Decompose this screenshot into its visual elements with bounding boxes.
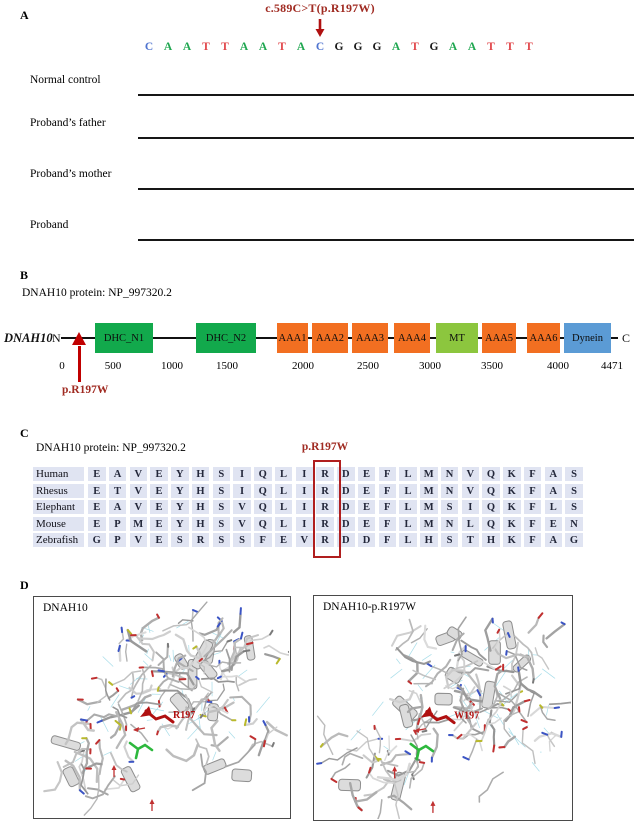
chromatogram-row <box>118 56 637 96</box>
domain-dynein: Dynein <box>564 323 611 353</box>
alignment-cell: H <box>192 500 210 514</box>
variant-marker-line <box>78 346 81 382</box>
scale-tick-2500: 2500 <box>357 360 379 372</box>
scale-tick-0: 0 <box>59 360 65 372</box>
alignment-cell: G <box>88 533 106 547</box>
alignment-cell: N <box>441 517 459 531</box>
panel-c-variant-label: p.R197W <box>301 441 349 453</box>
alignment-cell: A <box>545 467 563 481</box>
variant-marker-triangle <box>72 332 86 345</box>
species-name-elephant: Elephant <box>33 500 84 514</box>
sequence-letter: G <box>353 41 363 53</box>
alignment-cell: I <box>233 467 251 481</box>
species-name-mouse: Mouse <box>33 517 84 531</box>
alignment-cell: I <box>296 484 314 498</box>
alignment-cell: D <box>337 533 355 547</box>
alignment-cell: N <box>441 484 459 498</box>
structure-title-mutant: DNAH10-p.R197W <box>323 601 416 613</box>
alignment-cell: E <box>275 533 293 547</box>
sequence-letter: A <box>163 41 173 53</box>
annotation-arrow <box>316 19 325 37</box>
alignment-cell: F <box>524 500 542 514</box>
alignment-cell: V <box>296 533 314 547</box>
sequence-letter: A <box>391 41 401 53</box>
alignment-cell: S <box>213 500 231 514</box>
sequence-letter: G <box>334 41 344 53</box>
panel-d-label: D <box>20 578 29 592</box>
alignment-cell: F <box>524 484 542 498</box>
panel-a-label: A <box>20 8 29 22</box>
alignment-cell: H <box>482 533 500 547</box>
alignment-cell: S <box>213 533 231 547</box>
sequence-letter: T <box>411 41 419 53</box>
alignment-cell: I <box>462 500 480 514</box>
sequence-letter: A <box>239 41 249 53</box>
n-terminus-label: N <box>52 331 61 345</box>
green-residue <box>130 743 152 758</box>
alignment-cell: D <box>337 517 355 531</box>
species-name-zebrafish: Zebrafish <box>33 533 84 547</box>
alignment-cell: P <box>109 533 127 547</box>
chromatogram-row <box>118 95 637 139</box>
sequence-letter: C <box>144 41 154 53</box>
sequence-letter: G <box>372 41 382 53</box>
alignment-cell: L <box>399 484 417 498</box>
alignment-cell: D <box>358 533 376 547</box>
domain-aaa3: AAA3 <box>352 323 388 353</box>
alignment-cell: S <box>213 467 231 481</box>
alignment-cell: P <box>109 517 127 531</box>
domain-aaa5: AAA5 <box>482 323 516 353</box>
row-label-proband: Proband <box>30 219 69 231</box>
sequence-letter: A <box>296 41 306 53</box>
alignment-cell: E <box>88 484 106 498</box>
alignment-cell: Q <box>482 500 500 514</box>
alignment-cell: Q <box>254 500 272 514</box>
alignment-cell: N <box>441 467 459 481</box>
domain-aaa6: AAA6 <box>527 323 560 353</box>
alignment-cell: F <box>379 500 397 514</box>
alignment-cell: F <box>524 517 542 531</box>
species-name-rhesus: Rhesus <box>33 484 84 498</box>
alignment-cell: S <box>441 533 459 547</box>
alignment-cell: R <box>316 484 334 498</box>
alignment-cell: S <box>171 533 189 547</box>
alignment-cell: E <box>88 467 106 481</box>
alignment-cell: Q <box>254 517 272 531</box>
chromatogram-row <box>118 146 637 190</box>
scale-tick-1500: 1500 <box>216 360 238 372</box>
alignment-cell: D <box>337 467 355 481</box>
chromatogram-row <box>118 197 637 241</box>
alignment-cell: N <box>565 517 583 531</box>
sequence-letter: A <box>182 41 192 53</box>
alignment-cell: A <box>109 500 127 514</box>
scale-tick-3000: 3000 <box>419 360 441 372</box>
alignment-cell: E <box>88 500 106 514</box>
row-label-proband-s-mother: Proband’s mother <box>30 168 112 180</box>
domain-dhc_n2: DHC_N2 <box>196 323 256 353</box>
alignment-cell: V <box>130 500 148 514</box>
conserved-residue-box <box>313 460 341 558</box>
alignment-cell: Q <box>482 517 500 531</box>
alignment-cell: E <box>358 517 376 531</box>
panel-b-label: B <box>20 268 29 282</box>
alignment-cell: Y <box>171 467 189 481</box>
sanger-chromatograms <box>0 0 639 262</box>
alignment-cell: L <box>462 517 480 531</box>
sequence-letters <box>145 41 533 53</box>
alignment-cell: F <box>379 467 397 481</box>
alignment-cell: E <box>150 484 168 498</box>
sequence-letter: T <box>221 41 229 53</box>
alignment-cell: K <box>503 517 521 531</box>
alignment-cell: H <box>420 533 438 547</box>
variant-annotation: c.589C>T(p.R197W) <box>265 1 375 15</box>
alignment-cell: E <box>358 467 376 481</box>
alignment-cell: E <box>150 500 168 514</box>
alignment-cell: L <box>275 484 293 498</box>
alignment-cell: M <box>130 517 148 531</box>
structure-title-wildtype: DNAH10 <box>43 602 88 614</box>
alignment-cell: L <box>275 500 293 514</box>
alignment-cell: L <box>399 517 417 531</box>
alignment-cell: I <box>296 467 314 481</box>
alignment-cell: S <box>565 500 583 514</box>
panel-b-variant-label: p.R197W <box>62 384 109 396</box>
alignment-cell: V <box>130 533 148 547</box>
structure-box-wildtype <box>33 596 291 819</box>
alignment-cell: K <box>503 484 521 498</box>
alignment-cell: V <box>462 484 480 498</box>
green-residue <box>411 744 433 759</box>
alignment-cell: F <box>379 533 397 547</box>
alignment-cell: S <box>565 467 583 481</box>
alignment-cell: M <box>420 500 438 514</box>
alignment-cell: I <box>233 484 251 498</box>
alignment-cell: F <box>379 517 397 531</box>
alignment-cell: E <box>545 517 563 531</box>
alignment-cell: K <box>503 533 521 547</box>
alignment-cell: Q <box>254 467 272 481</box>
alignment-cell: M <box>420 484 438 498</box>
alignment-cell: V <box>233 500 251 514</box>
alignment-cell: H <box>192 484 210 498</box>
row-label-proband-s-father: Proband’s father <box>30 117 106 129</box>
sequence-letter: T <box>487 41 495 53</box>
alignment-cell: E <box>150 467 168 481</box>
species-name-human: Human <box>33 467 84 481</box>
sequence-letter: T <box>525 41 533 53</box>
alignment-cell: S <box>213 517 231 531</box>
alignment-cell: E <box>150 533 168 547</box>
alignment-cell: M <box>420 517 438 531</box>
alignment-cell: D <box>337 484 355 498</box>
panel-c-label: C <box>20 426 29 440</box>
alignment-cell: V <box>130 484 148 498</box>
structure-box-mutant <box>313 595 573 821</box>
alignment-cell: V <box>130 467 148 481</box>
alignment-cell: L <box>275 517 293 531</box>
alignment-cell: R <box>316 467 334 481</box>
scale-tick-500: 500 <box>104 360 122 372</box>
alignment-cell: A <box>545 484 563 498</box>
alignment-cell: Q <box>482 467 500 481</box>
residue-label: R197 <box>173 710 196 721</box>
protein-structure-wildtype <box>34 597 289 817</box>
alignment-cell: R <box>192 533 210 547</box>
domain-mt: MT <box>436 323 478 353</box>
alignment-cell: M <box>420 467 438 481</box>
alignment-cell: H <box>192 517 210 531</box>
sequence-letter: A <box>258 41 268 53</box>
alignment-cell: K <box>503 467 521 481</box>
alignment-cell: Q <box>482 484 500 498</box>
domain-aaa4: AAA4 <box>394 323 430 353</box>
alignment-cell: A <box>109 467 127 481</box>
alignment-cell: D <box>337 500 355 514</box>
panel-b-title: DNAH10 protein: NP_997320.2 <box>22 287 172 299</box>
sequence-letter: A <box>448 41 458 53</box>
alignment-cell: L <box>399 467 417 481</box>
scale-tick-2000: 2000 <box>292 360 314 372</box>
alignment-cell: L <box>545 500 563 514</box>
alignment-cell: F <box>254 533 272 547</box>
alignment-cell: F <box>379 484 397 498</box>
c-terminus-label: C <box>622 331 631 345</box>
alignment-cell: L <box>275 467 293 481</box>
alignment-cell: Q <box>254 484 272 498</box>
alignment-cell: I <box>296 500 314 514</box>
protein-structure-mutant <box>314 596 571 819</box>
alignment-cell: Y <box>171 484 189 498</box>
alignment-cell: F <box>524 467 542 481</box>
sequence-letter: A <box>467 41 477 53</box>
domain-aaa1: AAA1 <box>277 323 308 353</box>
alignment-cell: Y <box>171 517 189 531</box>
sequence-letter: T <box>506 41 514 53</box>
sequence-letter: T <box>278 41 286 53</box>
alignment-cell: I <box>296 517 314 531</box>
alignment-cell: S <box>233 533 251 547</box>
alignment-cell: V <box>462 467 480 481</box>
alignment-cell: K <box>503 500 521 514</box>
alignment-cell: V <box>233 517 251 531</box>
alignment-cell: L <box>399 533 417 547</box>
alignment-cell: G <box>565 533 583 547</box>
scale-tick-3500: 3500 <box>481 360 503 372</box>
scale-tick-4000: 4000 <box>547 360 569 372</box>
alignment-cell: T <box>462 533 480 547</box>
alignment-cell: R <box>316 517 334 531</box>
panel-c-title: DNAH10 protein: NP_997320.2 <box>36 442 186 454</box>
domain-dhc_n1: DHC_N1 <box>95 323 153 353</box>
alignment-cell: F <box>524 533 542 547</box>
sequence-letter: G <box>429 41 439 53</box>
alignment-cell: E <box>358 500 376 514</box>
alignment-cell: E <box>88 517 106 531</box>
scale-tick-1000: 1000 <box>161 360 183 372</box>
scale-tick-4471: 4471 <box>601 360 623 372</box>
alignment-cell: T <box>109 484 127 498</box>
alignment-cell: A <box>545 533 563 547</box>
alignment-cell: R <box>316 533 334 547</box>
row-label-normal-control: Normal control <box>30 74 101 86</box>
alignment-cell: S <box>213 484 231 498</box>
residue-label: W197 <box>454 710 480 722</box>
alignment-cell: L <box>399 500 417 514</box>
sequence-letter: T <box>202 41 210 53</box>
domain-aaa2: AAA2 <box>312 323 348 353</box>
alignment-cell: Y <box>171 500 189 514</box>
alignment-cell: R <box>316 500 334 514</box>
alignment-cell: E <box>358 484 376 498</box>
alignment-cell: S <box>565 484 583 498</box>
alignment-cell: E <box>150 517 168 531</box>
alignment-cell: H <box>192 467 210 481</box>
gene-name: DNAH10 <box>4 331 53 345</box>
alignment-cell: S <box>441 500 459 514</box>
sequence-letter: C <box>315 41 325 53</box>
